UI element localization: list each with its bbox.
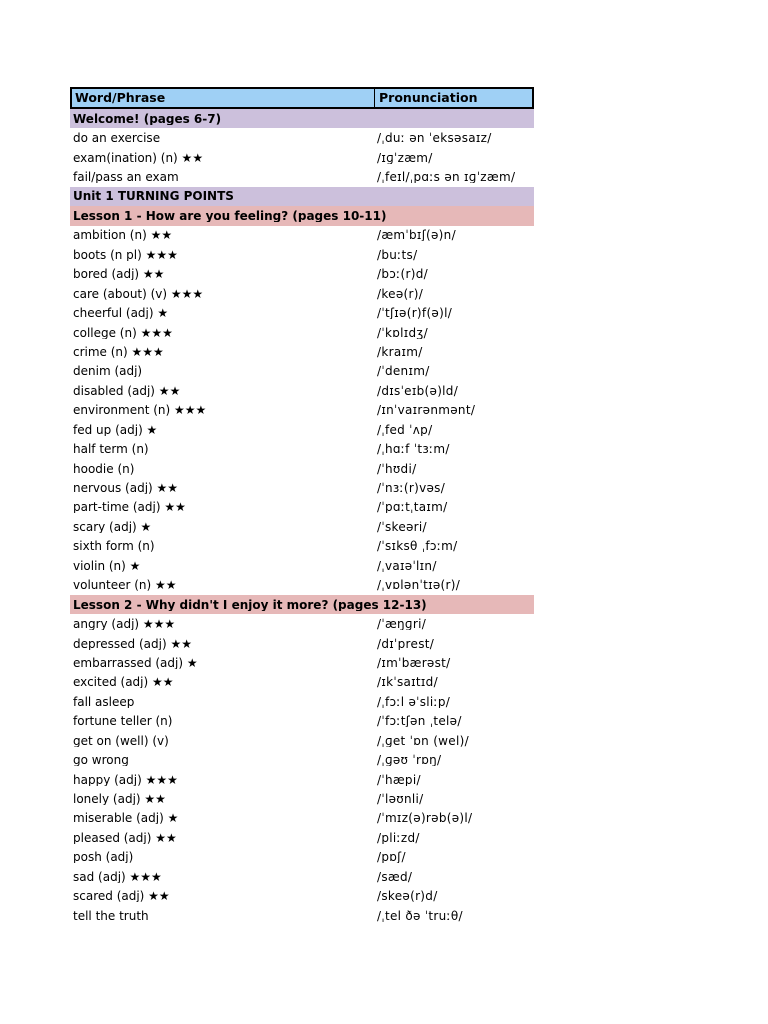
header-word-phrase: Word/Phrase xyxy=(72,89,375,107)
word-cell: disabled (adj) ★★ xyxy=(73,384,181,397)
table-row xyxy=(70,284,534,303)
pronunciation-cell: /ɪkˈsaɪtɪd/ xyxy=(377,676,438,689)
header-pronunciation: Pronunciation xyxy=(379,89,478,105)
table-row xyxy=(70,303,534,322)
word-cell: fail/pass an exam xyxy=(73,171,179,184)
pronunciation-cell: /ˌɡet ˈɒn (wel)/ xyxy=(377,734,469,747)
word-cell: scared (adj) ★★ xyxy=(73,890,170,903)
table-row xyxy=(70,381,534,400)
section-row xyxy=(70,206,534,225)
word-cell: happy (adj) ★★★ xyxy=(73,773,178,786)
word-cell: fortune teller (n) xyxy=(73,715,173,728)
pronunciation-cell: /ˈkɒlɪdʒ/ xyxy=(377,326,428,339)
table-row xyxy=(70,323,534,342)
word-cell: environment (n) ★★★ xyxy=(73,404,207,417)
word-cell: go wrong xyxy=(73,754,129,767)
pronunciation-cell: /ˈhʊdi/ xyxy=(377,462,417,475)
pronunciation-cell: /ˌduː ən ˈeksəsaɪz/ xyxy=(377,132,492,145)
pronunciation-cell: /ˌhɑːf ˈtɜːm/ xyxy=(377,443,450,456)
table-row xyxy=(70,848,534,867)
table-row xyxy=(70,362,534,381)
pronunciation-cell: /ˈmɪz(ə)rəb(ə)l/ xyxy=(377,812,473,825)
word-cell: scary (adj) ★ xyxy=(73,520,152,533)
table-row xyxy=(70,478,534,497)
word-cell: part-time (adj) ★★ xyxy=(73,501,186,514)
pronunciation-cell: /ˌɡəʊ ˈrɒŋ/ xyxy=(377,754,442,767)
word-cell: cheerful (adj) ★ xyxy=(73,307,169,320)
word-cell: embarrassed (adj) ★ xyxy=(73,656,198,669)
table-body xyxy=(70,109,534,925)
pronunciation-cell: /bɔː(r)d/ xyxy=(377,268,428,281)
pronunciation-cell: /sæd/ xyxy=(377,870,413,883)
table-row xyxy=(70,789,534,808)
pronunciation-cell: /ˈhæpi/ xyxy=(377,773,421,786)
pronunciation-cell: /ˈskeəri/ xyxy=(377,520,427,533)
word-cell: pleased (adj) ★★ xyxy=(73,831,177,844)
pronunciation-cell: /ˈæŋɡri/ xyxy=(377,618,427,631)
table-row xyxy=(70,692,534,711)
pronunciation-cell: /ˈpɑːtˌtaɪm/ xyxy=(377,501,448,514)
table-row xyxy=(70,828,534,847)
table-row xyxy=(70,167,534,186)
word-cell: denim (adj) xyxy=(73,365,143,378)
word-cell: fall asleep xyxy=(73,695,135,708)
pronunciation-cell: /pɒʃ/ xyxy=(377,851,406,864)
pronunciation-cell: /dɪˈprest/ xyxy=(377,637,435,650)
table-row xyxy=(70,265,534,284)
section-row xyxy=(70,109,534,128)
table-row xyxy=(70,148,534,167)
table-row xyxy=(70,459,534,478)
table-row xyxy=(70,128,534,147)
table-row xyxy=(70,673,534,692)
word-cell: posh (adj) xyxy=(73,851,134,864)
word-cell: bored (adj) ★★ xyxy=(73,268,165,281)
word-cell: crime (n) ★★★ xyxy=(73,345,164,358)
table-row xyxy=(70,226,534,245)
table-row xyxy=(70,712,534,731)
pronunciation-cell: /pliːzd/ xyxy=(377,831,420,844)
table-row xyxy=(70,517,534,536)
table-row xyxy=(70,498,534,517)
pronunciation-cell: /ˈləʊnli/ xyxy=(377,793,424,806)
word-cell: violin (n) ★ xyxy=(73,559,141,572)
word-cell: depressed (adj) ★★ xyxy=(73,637,192,650)
word-cell: miserable (adj) ★ xyxy=(73,812,179,825)
pronunciation-cell: /dɪsˈeɪb(ə)ld/ xyxy=(377,384,459,397)
pronunciation-cell: /ˈsɪksθ ˌfɔːm/ xyxy=(377,540,458,553)
pronunciation-cell: /skeə(r)d/ xyxy=(377,890,438,903)
pronunciation-cell: /ɪnˈvaɪrənmənt/ xyxy=(377,404,476,417)
table-row xyxy=(70,439,534,458)
table-row xyxy=(70,537,534,556)
pronunciation-cell: /ˌfɔːl əˈsliːp/ xyxy=(377,695,451,708)
pronunciation-cell: /ˈfɔːtʃən ˌtelə/ xyxy=(377,715,462,728)
table-row xyxy=(70,245,534,264)
word-cell: college (n) ★★★ xyxy=(73,326,173,339)
pronunciation-cell: /ɪmˈbærəst/ xyxy=(377,656,451,669)
section-row xyxy=(70,187,534,206)
pronunciation-cell: /keə(r)/ xyxy=(377,287,424,300)
pronunciation-cell: /ˌvɒlənˈtɪə(r)/ xyxy=(377,579,461,592)
pronunciation-cell: /ˌtel ðə ˈtruːθ/ xyxy=(377,909,463,922)
pronunciation-cell: /ɪɡˈzæm/ xyxy=(377,151,433,164)
pronunciation-cell: /ˈtʃɪə(r)f(ə)l/ xyxy=(377,307,453,320)
word-cell: half term (n) xyxy=(73,443,149,456)
table-row xyxy=(70,420,534,439)
pronunciation-cell: /ˌfeɪl/ˌpɑːs ən ɪɡˈzæm/ xyxy=(377,171,516,184)
word-cell: nervous (adj) ★★ xyxy=(73,482,179,495)
word-cell: exam(ination) (n) ★★ xyxy=(73,151,204,164)
word-cell: tell the truth xyxy=(73,909,149,922)
word-cell: lonely (adj) ★★ xyxy=(73,793,166,806)
table-row xyxy=(70,556,534,575)
word-cell: excited (adj) ★★ xyxy=(73,676,174,689)
table-row xyxy=(70,653,534,672)
table-row xyxy=(70,887,534,906)
word-cell: do an exercise xyxy=(73,132,161,145)
pronunciation-cell: /ˌvaɪəˈlɪn/ xyxy=(377,559,437,572)
table-header xyxy=(70,87,534,109)
table-row xyxy=(70,809,534,828)
pronunciation-cell: /ˈnɜː(r)vəs/ xyxy=(377,482,446,495)
section-row xyxy=(70,595,534,614)
pronunciation-cell: /æmˈbɪʃ(ə)n/ xyxy=(377,229,456,242)
word-cell: sixth form (n) xyxy=(73,540,155,553)
section-label: Lesson 2 - Why didn't I enjoy it more? (pages 12-13) xyxy=(73,598,427,611)
table-row xyxy=(70,342,534,361)
section-label: Unit 1 TURNING POINTS xyxy=(73,190,234,203)
vocabulary-table xyxy=(70,87,534,925)
word-cell: angry (adj) ★★★ xyxy=(73,618,176,631)
table-row xyxy=(70,576,534,595)
word-cell: volunteer (n) ★★ xyxy=(73,579,177,592)
pronunciation-cell: /buːts/ xyxy=(377,248,418,261)
table-row xyxy=(70,401,534,420)
pronunciation-cell: /ˌfed ˈʌp/ xyxy=(377,423,433,436)
word-cell: ambition (n) ★★ xyxy=(73,229,173,242)
word-cell: get on (well) (v) xyxy=(73,734,169,747)
word-cell: boots (n pl) ★★★ xyxy=(73,248,178,261)
section-label: Lesson 1 - How are you feeling? (pages 10-11) xyxy=(73,209,387,222)
pronunciation-cell: /ˈdenɪm/ xyxy=(377,365,430,378)
pronunciation-cell: /kraɪm/ xyxy=(377,345,423,358)
table-row xyxy=(70,750,534,769)
table-row xyxy=(70,634,534,653)
word-cell: sad (adj) ★★★ xyxy=(73,870,162,883)
word-cell: care (about) (v) ★★★ xyxy=(73,287,204,300)
table-row xyxy=(70,614,534,633)
table-row xyxy=(70,867,534,886)
section-label: Welcome! (pages 6-7) xyxy=(73,112,222,125)
word-cell: hoodie (n) xyxy=(73,462,135,475)
table-row xyxy=(70,906,534,925)
word-cell: fed up (adj) ★ xyxy=(73,423,158,436)
table-row xyxy=(70,770,534,789)
table-row xyxy=(70,731,534,750)
